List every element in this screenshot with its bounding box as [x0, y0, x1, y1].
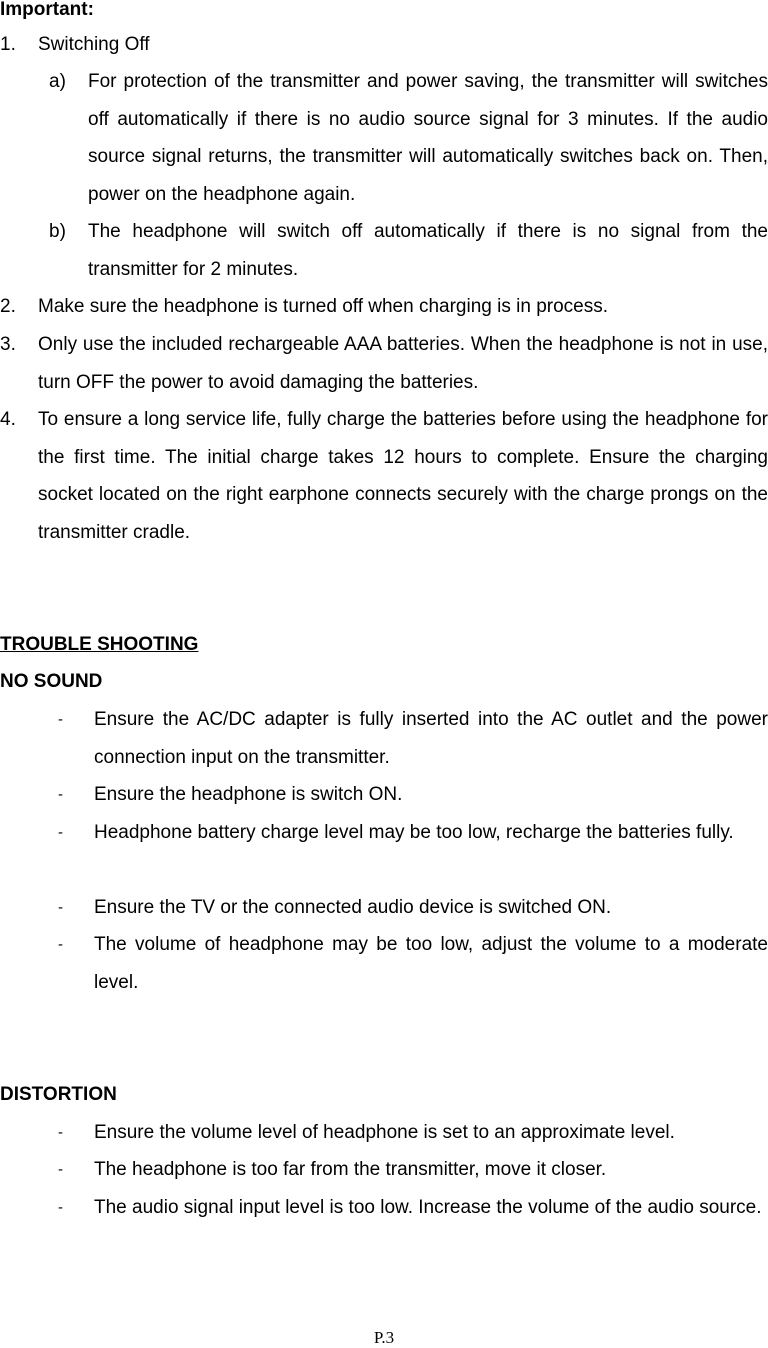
- list-item-1-text: Switching Off: [38, 34, 150, 55]
- distortion-item-3: The audio signal input level is too low. Increase the volume of the audio source.: [94, 1197, 762, 1218]
- important-heading: Important:: [0, 0, 94, 20]
- sub-item-b-text: The headphone will switch off automatically if there is no signal from the transmitter for 2 minutes.: [88, 221, 768, 280]
- sub-item-a-label: a): [49, 71, 66, 92]
- trouble-shooting-heading: TROUBLE SHOOTING: [0, 634, 199, 655]
- page-number: P.3: [373, 1328, 395, 1347]
- bullet-dash: -: [58, 936, 63, 953]
- list-item-2-text: Make sure the headphone is turned off when charging is in process.: [38, 296, 608, 317]
- sub-item-a-text: For protection of the transmitter and power saving, the transmitter will switches off automatically if there is no audio source signal for 3 minutes. If the audio source signal returns, the transmitter will automatically switches back on. Then, power on the headphone again.: [88, 71, 768, 205]
- list-item-2-number: 2.: [0, 296, 16, 317]
- distortion-heading: DISTORTION: [0, 1084, 117, 1105]
- bullet-dash: -: [58, 1199, 63, 1216]
- no-sound-item-2: Ensure the headphone is switch ON.: [94, 784, 403, 805]
- no-sound-item-4: Ensure the TV or the connected audio device is switched ON.: [94, 897, 612, 918]
- bullet-dash: -: [58, 786, 63, 803]
- list-item-4-text: To ensure a long service life, fully charge the batteries before using the headphone for the first time. The initial charge takes 12 hours to complete. Ensure the charging socket located on the right earphone connects securely with the charge prongs on the transmitter cradle.: [38, 409, 768, 543]
- no-sound-item-1: Ensure the AC/DC adapter is fully inserted into the AC outlet and the power connection input on the transmitter.: [94, 709, 768, 768]
- list-item-3-text: Only use the included rechargeable AAA batteries. When the headphone is not in use, turn OFF the power to avoid damaging the batteries.: [38, 334, 768, 393]
- list-item-1-number: 1.: [0, 34, 16, 55]
- distortion-item-1: Ensure the volume level of headphone is set to an approximate level.: [94, 1122, 675, 1143]
- no-sound-item-5: The volume of headphone may be too low, adjust the volume to a moderate level.: [94, 934, 768, 993]
- bullet-dash: -: [58, 899, 63, 916]
- bullet-dash: -: [58, 1124, 63, 1141]
- bullet-dash: -: [58, 1161, 63, 1178]
- bullet-dash: -: [58, 711, 63, 728]
- list-item-4-number: 4.: [0, 409, 16, 430]
- sub-item-b-label: b): [49, 221, 66, 242]
- no-sound-heading: NO SOUND: [0, 671, 103, 692]
- no-sound-item-3: Headphone battery charge level may be too low, recharge the batteries fully.: [94, 822, 734, 843]
- bullet-dash: -: [58, 824, 63, 841]
- distortion-item-2: The headphone is too far from the transmitter, move it closer.: [94, 1159, 607, 1180]
- list-item-3-number: 3.: [0, 334, 16, 355]
